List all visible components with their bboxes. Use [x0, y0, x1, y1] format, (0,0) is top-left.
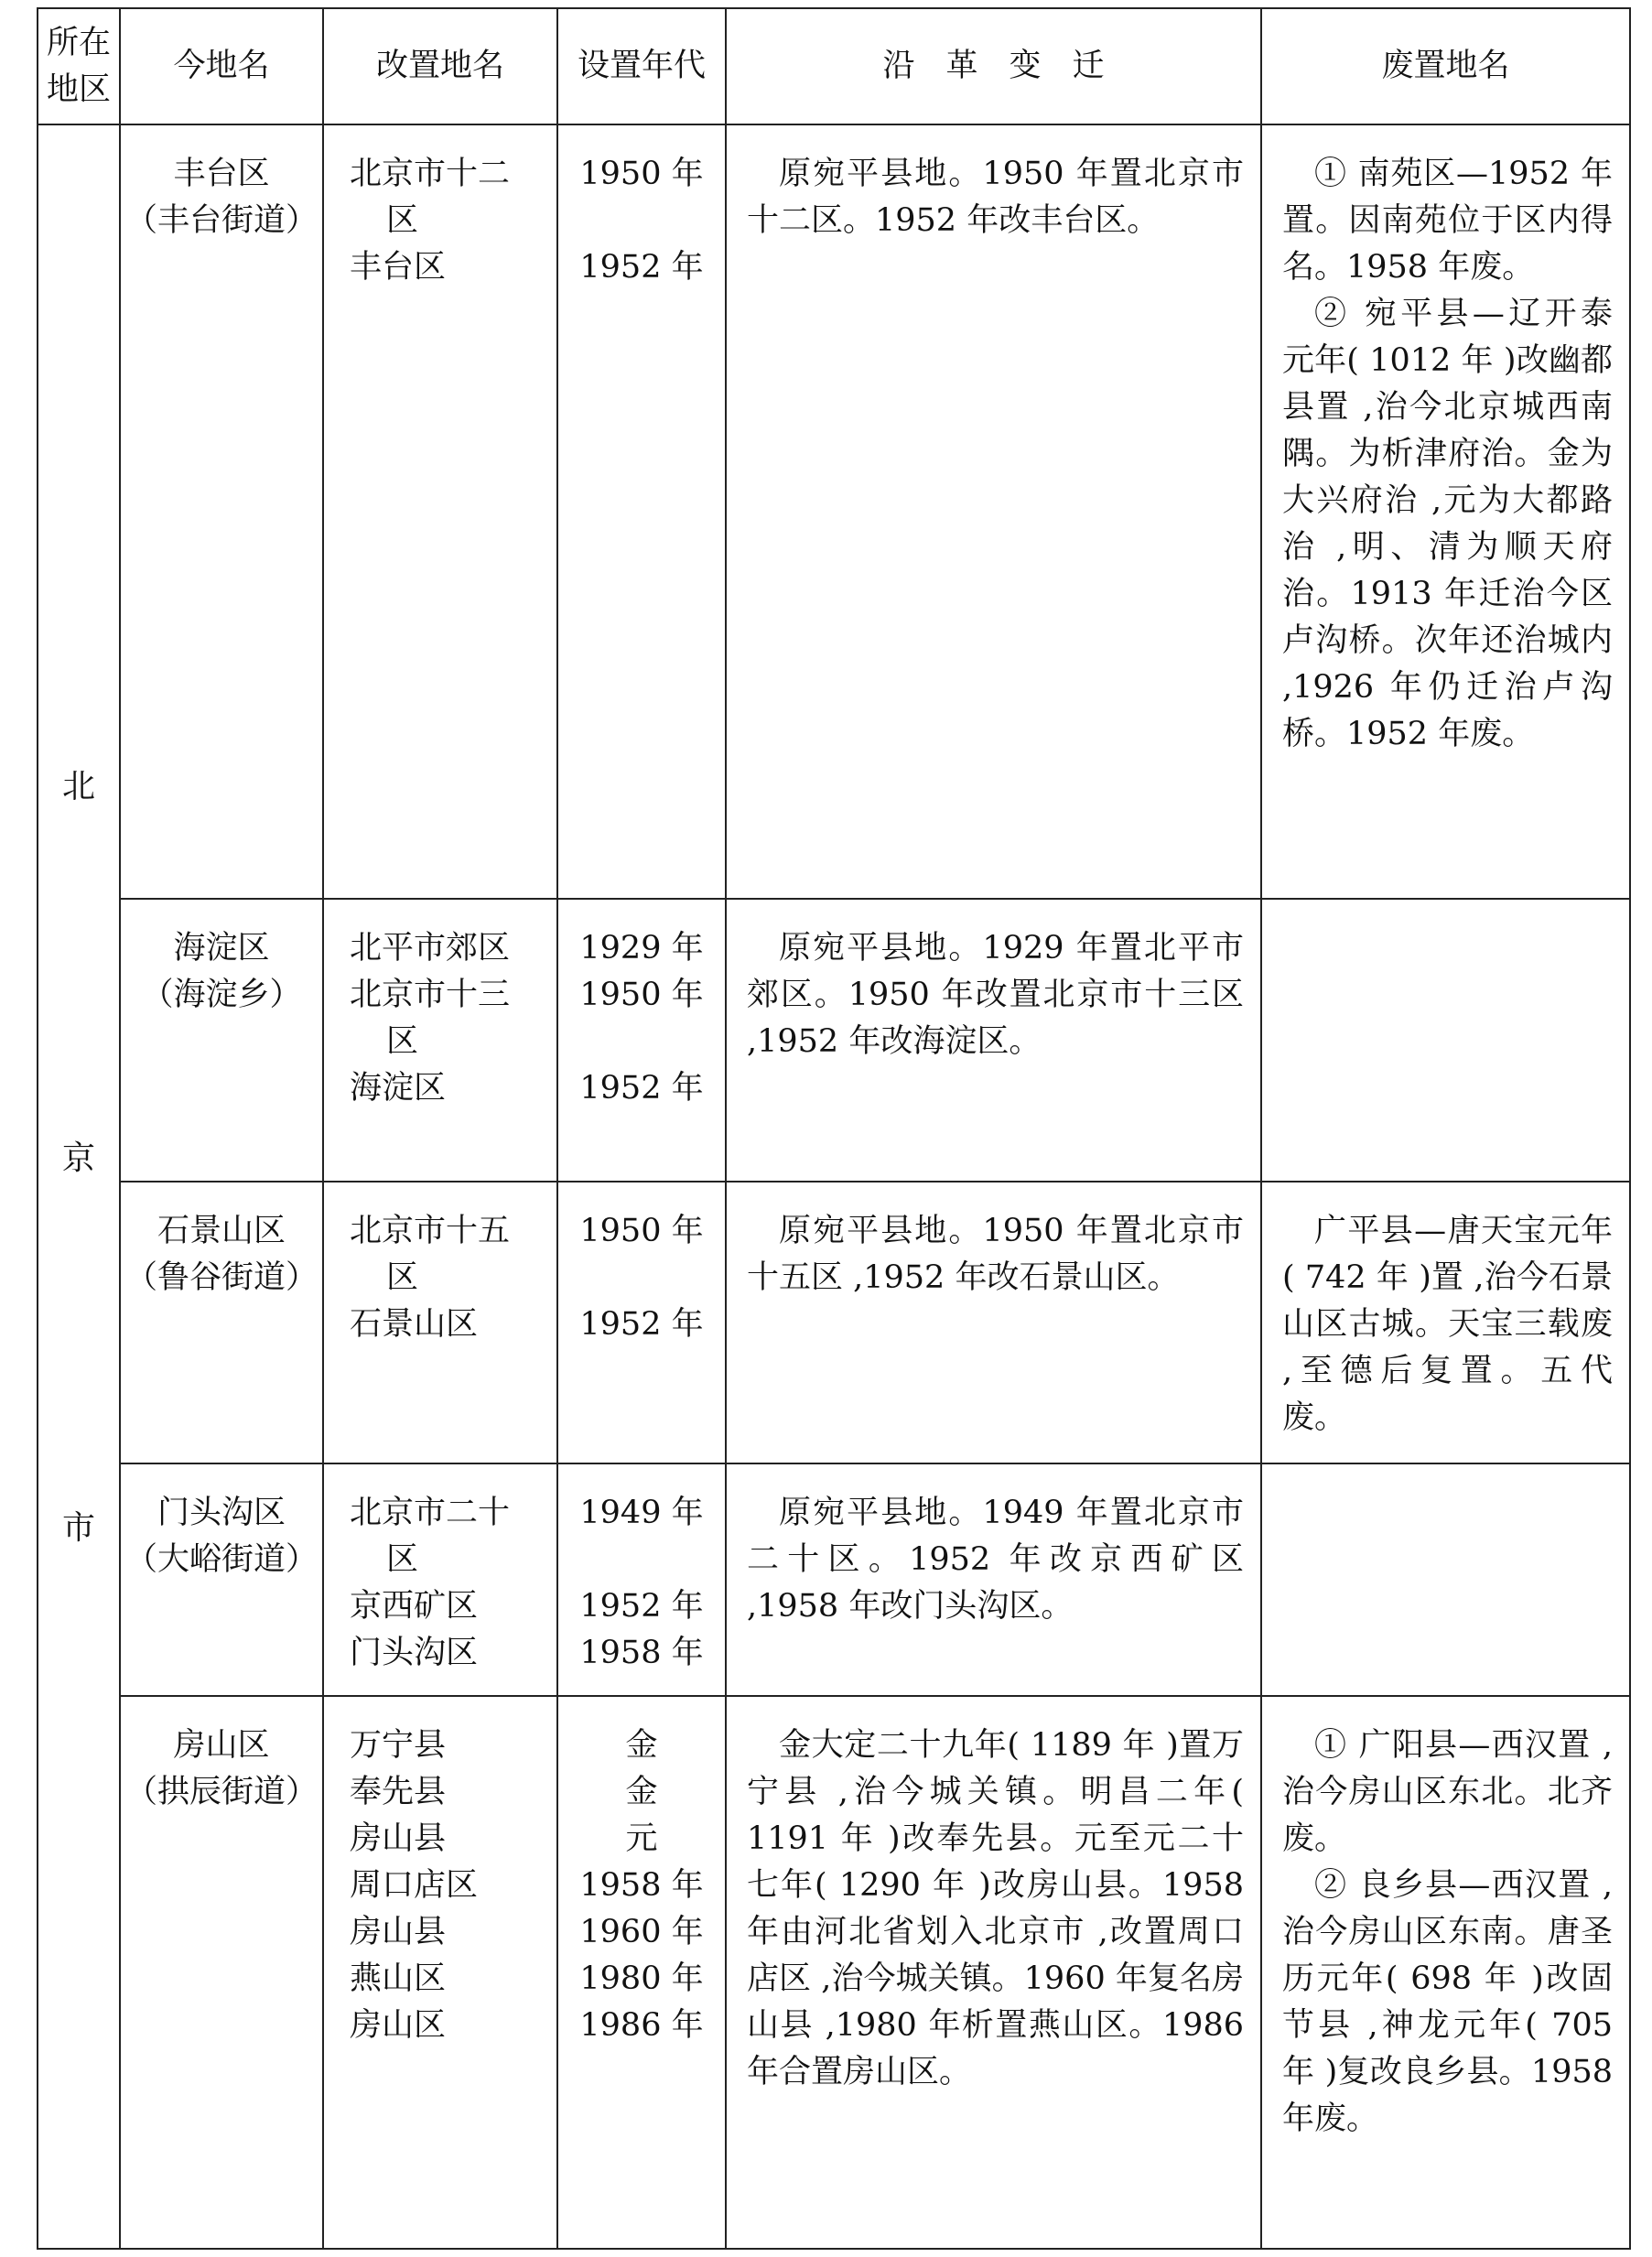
seat-name: （鲁谷街道）	[124, 1259, 318, 1296]
abolished-cell: ① 广阳县—西汉置 ,治今房山区东北。北齐废。 ② 良乡县—西汉置 ,治今房山区东南。唐圣历元年( 698 年 )改固节县 ,神龙元年( 705 年 )复改良乡县。1958 年废。	[1261, 1696, 1630, 2249]
renamed-cell: 北京市十五 区 石景山区	[323, 1182, 557, 1463]
region-char: 北	[61, 768, 95, 805]
table-row	[38, 1182, 1630, 1463]
renamed-cell: 万宁县 奉先县 房山县 周口店区 房山县 燕山区 房山区	[323, 1696, 557, 2249]
current-name-cell	[120, 1182, 323, 1463]
renamed-cell: 北平市郊区 北京市十三 区 海淀区	[323, 899, 557, 1182]
header-history: 沿革变迁	[726, 8, 1261, 124]
gazetteer-table	[37, 7, 1631, 2250]
history-cell: 金大定二十九年( 1189 年 )置万宁县 ,治今城关镇。明昌二年( 1191 年 )改奉先县。元至元二十七年( 1290 年 )改房山县。1958 年由河北省划入北京市 ,改置周口店区 ,治今城关镇。1960 年复名房山县 ,1980 年析置燕山区。1986 年合置房山区。	[726, 1696, 1261, 2249]
place-name: 石景山区	[157, 1213, 286, 1249]
history-cell: 原宛平县地。1950 年置北京市十五区 ,1952 年改石景山区。	[726, 1182, 1261, 1463]
year-cell: 1949 年 1952 年 1958 年	[557, 1463, 726, 1696]
year-cell: 1950 年 1952 年	[557, 1182, 726, 1463]
seat-name: （丰台街道）	[124, 202, 318, 239]
region-char: 市	[61, 1509, 95, 1547]
history-cell: 原宛平县地。1929 年置北平市郊区。1950 年改置北京市十三区 ,1952 年改海淀区。	[726, 899, 1261, 1182]
header-current-name: 今地名	[120, 8, 323, 124]
renamed-cell: 北京市十二 区 丰台区	[323, 124, 557, 899]
current-name-cell	[120, 899, 323, 1182]
table-row	[38, 124, 1630, 899]
header-renamed: 改置地名	[323, 8, 557, 124]
abolished-cell	[1261, 1463, 1630, 1696]
region-char: 京	[61, 1139, 95, 1177]
current-name-cell	[120, 1463, 323, 1696]
place-name: 丰台区	[173, 156, 270, 192]
header-row	[38, 8, 1630, 124]
abolished-cell: ① 南苑区—1952 年置。因南苑位于区内得名。1958 年废。 ② 宛平县—辽开泰元年( 1012 年 )改幽都县置 ,治今北京城西南隅。为析津府治。金为大兴府治 ,元为大都路治 ,明、清为顺天府治。1913 年迁治今区卢沟桥。次年还治城内 ,1926 年仍迁治卢沟桥。1952 年废。	[1261, 124, 1630, 899]
table-row	[38, 1463, 1630, 1696]
header-abolished: 废置地名	[1261, 8, 1630, 124]
history-cell: 原宛平县地。1950 年置北京市十二区。1952 年改丰台区。	[726, 124, 1261, 899]
place-name: 海淀区	[173, 930, 270, 967]
renamed-cell: 北京市二十 区 京西矿区 门头沟区	[323, 1463, 557, 1696]
abolished-cell	[1261, 899, 1630, 1182]
seat-name: （大峪街道）	[124, 1541, 318, 1578]
history-cell: 原宛平县地。1949 年置北京市二十区。1952 年改京西矿区 ,1958 年改门头沟区。	[726, 1463, 1261, 1696]
year-cell: 金 金 元 1958 年 1960 年 1980 年 1986 年	[557, 1696, 726, 2249]
region-cell	[38, 124, 120, 2249]
current-name-cell	[120, 1696, 323, 2249]
header-region: 所在 地区	[38, 8, 120, 124]
year-cell: 1950 年 1952 年	[557, 124, 726, 899]
table-row	[38, 1696, 1630, 2249]
seat-name: （拱辰街道）	[124, 1774, 318, 1810]
place-name: 门头沟区	[157, 1495, 286, 1531]
place-name: 房山区	[173, 1727, 270, 1764]
table-row	[38, 899, 1630, 1182]
year-cell: 1929 年 1950 年 1952 年	[557, 899, 726, 1182]
header-year: 设置年代	[557, 8, 726, 124]
current-name-cell	[120, 124, 323, 899]
seat-name: （海淀乡）	[141, 977, 302, 1013]
abolished-cell: 广平县—唐天宝元年( 742 年 )置 ,治今石景山区古城。天宝三载废 ,至德后复置。五代废。	[1261, 1182, 1630, 1463]
